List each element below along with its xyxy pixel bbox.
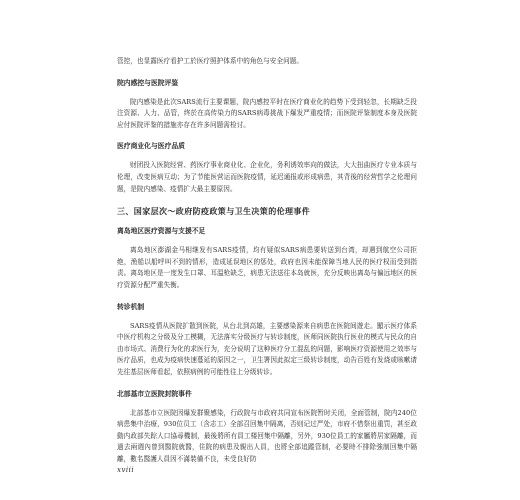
heading-infection-control: 院内感控与医院评鉴 (117, 78, 179, 87)
heading-hospital-closure: 北部基市立医院封院事件 (117, 389, 192, 398)
body-text (117, 56, 417, 465)
heading-commercialization: 医疗商业化与医疗品质 (117, 142, 185, 151)
paragraph-referral: SARS疫情从医院扩散到医院，从台北到高雄，主要感染源来自病患在医院间遊走。顯示医疗体系中医疗机构之分级及分工模糊，无法落实分级医疗与转诊制度，医师同医院执行医业的模式与民众的自由市场式、消费行为化的求医行为，充分说明了这种医疗分工混乱的问题，影响医疗资源使用之效率与医疗品质，也成为疫病快速蔓延的原因之一，卫生署因此拟定三级转诊制度，动告百姓有发烧或咳嗽请先往基层医师看起，依照病例的可能性往上分级转诊。 (117, 321, 417, 376)
paragraph-commercialization: 财团投入医院经营、药医疗事业商业化、企业化，务利诱效率向的做法，大大扭曲医疗专业本质与伦理，改变医病互动；为了节能医营运而医院疫情，延迟通报或形成病患，其背後的经营哲学之伦理问题，是院内感染、疫情扩大最主要原因。 (117, 161, 417, 193)
intro-paragraph: 管控，也显露医疗看护工於医疗照护体系中的角色与安全问题。 (117, 57, 304, 65)
paragraph-infection-control: 院内感染是此次SARS流行主要课题，院内感控平时在医疗商业化的趋势下受到轻忽，长期缺乏投注资源、人力、品管，终於在高传染力的SARS病毒挑战下爆发严重疫情；而医院评鉴制度本身及医院应付医院评鉴的措施亦存在许多问题需检讨。 (117, 97, 417, 129)
heading-referral: 转诊机制 (117, 302, 145, 311)
paragraph-offshore-islands: 离岛地区澎湖金马相继发有SARS疫情，均有疑似SARS病患要转送到台湾，却遇到航空公司拒绝，渔船以船呼叫不到的情形，造成延误地区的惩处，政府也因未能保障当地人民的医疗权而受到指责。离岛地区是一度发生口罩、耳温枪缺乏，病患无法送往本岛就医，充分反映出离岛与偏远地区的医疗资源分配严重失衡。 (117, 246, 417, 289)
page-number: xviii (117, 466, 135, 474)
paragraph-hospital-closure: 北部基市立医院因爆发群聚感染，行政院与市政府共同宣布医院暂时关闭，全面管制，院内240位病患集中治療，930位员工（含志工）全部召回集中隔离，否则记过严处，市府不惜祭出重罚，甚至政動内政部失踪人口協尋機制，最後將所有員工楼回集中隔離，另外，930位員工的家屬將居家隔離，而過去兩週內曾到醫院就醫，住院的病患及親出人員，也將全部追蹤管制，必要時不排除強制回集中隔離，數名醫護人員因不滿裝備不良，未受良好防 (117, 408, 417, 463)
heading-offshore-islands: 离岛地区医疗资源与支援不足 (117, 227, 206, 236)
section-title: 三、国家层次～政府防疫政策与卫生决策的伦理事件 (117, 206, 311, 217)
